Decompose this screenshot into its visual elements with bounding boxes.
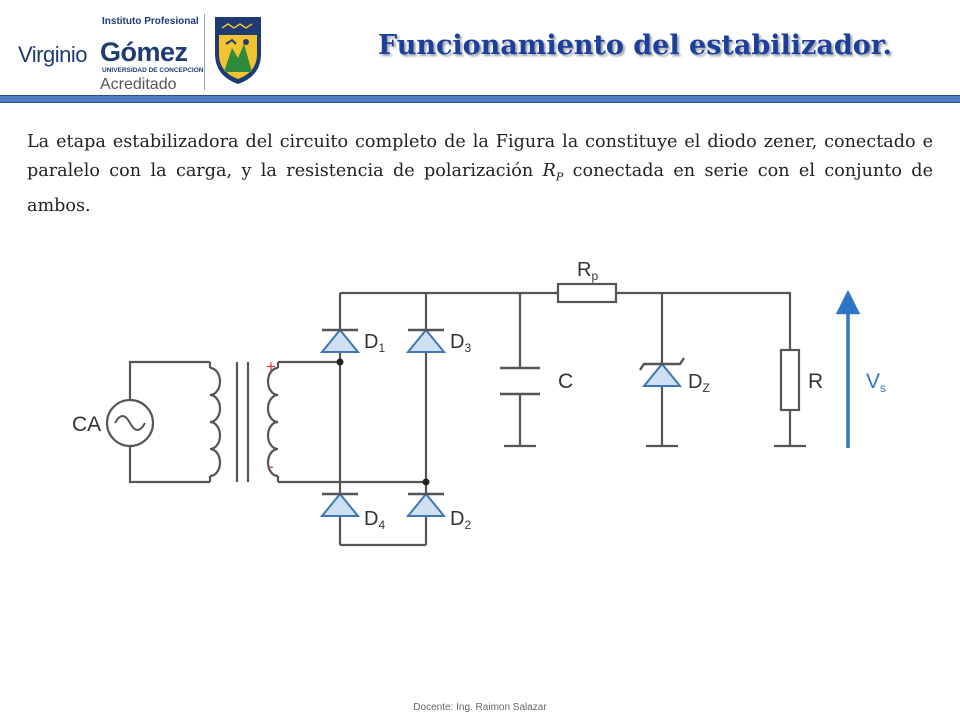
- label-rp: $R_p$: [577, 259, 599, 283]
- label-zener: $D_Z$: [688, 371, 710, 395]
- logo-name-last: Gómez: [100, 37, 188, 67]
- label-d3: $D_3$: [450, 331, 472, 355]
- label-output-voltage: Vs: [866, 370, 887, 395]
- diode-d2-triangle: [408, 494, 444, 516]
- diode-d4-triangle: [322, 494, 358, 516]
- resistor-rp: [558, 284, 616, 302]
- logo-top-line: Instituto Profesional: [102, 16, 199, 27]
- rp-symbol: [542, 161, 564, 184]
- label-d2: $D_2$: [450, 508, 472, 532]
- page-title: Funcionamiento del estabilizador.: [378, 30, 892, 61]
- polarity-plus: +: [266, 357, 276, 376]
- logo-accreditation: Acreditado: [100, 76, 177, 93]
- diode-d3: [408, 330, 444, 352]
- footer-text: Docente: Ing. Raimon Salazar: [413, 702, 547, 713]
- institution-logo: [14, 12, 266, 94]
- load-resistor: [781, 350, 799, 410]
- rp-symbol-letter: R: [542, 161, 556, 181]
- paragraph-text-start: La etapa estabilizadora del circuito completo de la Figura la constituye el diodo zener, conectado e paralelo con la carga, y la resistencia de polarización: [27, 132, 933, 181]
- polarity-minus: -: [268, 457, 274, 476]
- paragraph-text-end: conectada en serie con el conjunto de ambos.: [27, 161, 933, 216]
- body-paragraph: [27, 128, 933, 221]
- zener-triangle: [644, 364, 680, 386]
- diode-d2: [408, 494, 444, 516]
- logo-name-first: Virginio: [18, 42, 87, 67]
- label-d4: $D_4$: [364, 508, 386, 532]
- logo-divider: [204, 14, 205, 90]
- circuit-wires: [130, 293, 806, 545]
- diode-d4: [322, 494, 358, 516]
- diode-d1: [322, 330, 358, 352]
- junction-dot: [337, 359, 344, 366]
- circuit-diagram: [60, 250, 900, 560]
- diode-d3-triangle: [408, 330, 444, 352]
- primary-winding: [210, 368, 220, 476]
- label-d1: $D_1$: [364, 331, 386, 355]
- label-capacitor: C: [558, 370, 574, 393]
- logo-university: UNIVERSIDAD DE CONCEPCION: [102, 67, 204, 74]
- header-rule: [0, 95, 960, 103]
- label-load-resistor: R: [808, 370, 824, 393]
- source-label: CA: [72, 413, 102, 436]
- diode-d1-triangle: [322, 330, 358, 352]
- crest-icon: [212, 14, 264, 86]
- ac-source: [107, 400, 153, 446]
- junction-dot: [423, 479, 430, 486]
- rp-symbol-subscript: P: [555, 170, 564, 184]
